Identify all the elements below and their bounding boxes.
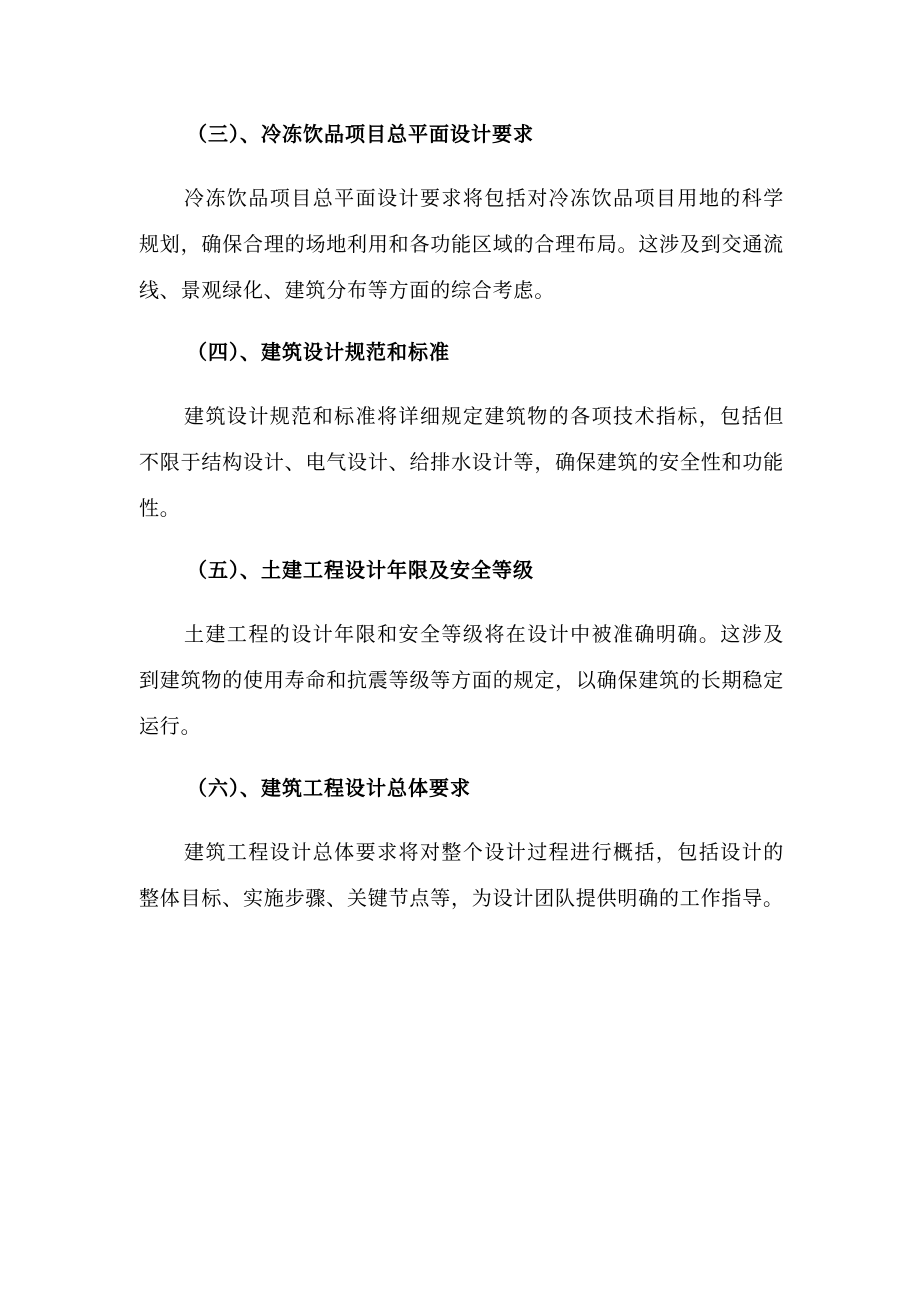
section-6	[139, 774, 784, 921]
section-4	[139, 338, 784, 556]
section-heading: （五）、土建工程设计年限及安全等级	[187, 558, 534, 582]
document-body	[139, 120, 784, 921]
section-heading: （三）、冷冻饮品项目总平面设计要求	[187, 122, 534, 146]
section-heading: （四）、建筑设计规范和标准	[187, 340, 450, 364]
section-5	[139, 556, 784, 774]
section-paragraph: 建筑设计规范和标准将详细规定建筑物的各项技术指标，包括但不限于结构设计、电气设计、给排水设计等，确保建筑的安全性和功能性。	[139, 404, 784, 520]
section-paragraph: 冷冻饮品项目总平面设计要求将包括对冷冻饮品项目用地的科学规划，确保合理的场地利用和各功能区域的合理布局。这涉及到交通流线、景观绿化、建筑分布等方面的综合考虑。	[139, 186, 784, 302]
section-paragraph: 土建工程的设计年限和安全等级将在设计中被准确明确。这涉及到建筑物的使用寿命和抗震等级等方面的规定，以确保建筑的长期稳定运行。	[139, 622, 784, 738]
section-heading: （六）、建筑工程设计总体要求	[187, 776, 471, 800]
section-3	[139, 120, 784, 338]
section-paragraph: 建筑工程设计总体要求将对整个设计过程进行概括，包括设计的整体目标、实施步骤、关键节点等，为设计团队提供明确的工作指导。	[139, 840, 784, 910]
